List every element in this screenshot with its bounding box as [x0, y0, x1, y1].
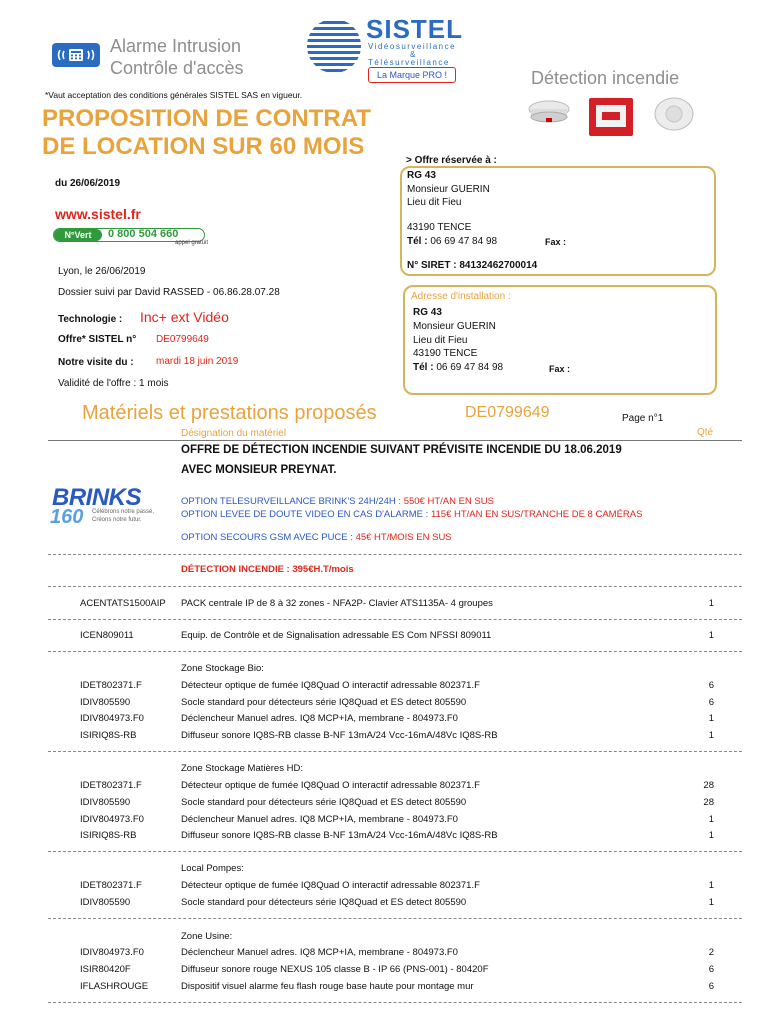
offer-value: DE0799649: [156, 334, 209, 345]
divider: [48, 851, 742, 852]
zone-heading: [0, 661, 770, 677]
offer-date: du 26/06/2019: [55, 178, 121, 189]
item-ref: IDET802371.F: [80, 680, 142, 691]
item-desc: Détecteur optique de fumée IQ8Quad O interactif adressable 802371.F: [181, 680, 480, 691]
item-ref: IDIV805590: [80, 797, 131, 808]
technology-value: Inc+ ext Vidéo: [140, 309, 229, 325]
item-qty: 2: [708, 947, 714, 958]
option-2-label: OPTION LEVEE DE DOUTE VIDEO EN CAS D'ALARME :: [181, 509, 431, 520]
item-ref: IDIV805590: [80, 697, 131, 708]
install-box: [403, 285, 717, 395]
offer-line1: OFFRE DE DÉTECTION INCENDIE SUIVANT PRÉVISITE INCENDIE DU 18.06.2019: [181, 444, 622, 456]
smoke-detector-icon: [526, 96, 572, 126]
reserved-name: Monsieur GUERIN: [407, 184, 490, 195]
item-qty: 1: [708, 814, 714, 825]
divider: [48, 1002, 742, 1003]
item-ref: ISIRIQ8S-RB: [80, 730, 137, 741]
divider: [48, 619, 742, 620]
install-tel-value: 06 69 47 84 98: [436, 362, 504, 373]
table-row: [0, 945, 770, 961]
install-code: RG 43: [413, 307, 442, 318]
zone-heading: [0, 761, 770, 777]
item-desc: Détecteur optique de fumée IQ8Quad O interactif adressable 802371.F: [181, 780, 480, 791]
brand-tagline: [368, 67, 456, 83]
table-row: [0, 778, 770, 794]
item-desc: Socle standard pour détecteurs série IQ8Quad et ES detect 805590: [181, 897, 467, 908]
install-fax-label: Fax :: [549, 364, 571, 374]
reserved-fax-label: Fax :: [545, 237, 567, 247]
col-qty: Qté: [697, 427, 714, 438]
item-ref: ISIR80420F: [80, 964, 131, 975]
option-3-label: OPTION SECOURS GSM AVEC PUCE :: [181, 532, 356, 543]
brinks-160: 160: [50, 506, 84, 528]
table-row: [0, 979, 770, 995]
brand-sub1: Vidéosurveillance: [368, 42, 457, 51]
brand-name: SISTEL: [366, 14, 464, 44]
install-name: Monsieur GUERIN: [413, 321, 496, 332]
item-desc: Déclencheur Manuel adres. IQ8 MCP+IA, membrane - 804973.F0: [181, 713, 458, 724]
zone-label: Zone Stockage Bio:: [181, 663, 264, 674]
brand-tag-text: La Marque PRO !: [376, 70, 448, 80]
divider: [48, 586, 742, 587]
zone-heading: [0, 929, 770, 945]
page-number: Page n°1: [622, 413, 664, 424]
section-title: Matériels et prestations proposés: [82, 402, 377, 424]
zone-label: Zone Usine:: [181, 931, 233, 942]
reserved-code: RG 43: [407, 170, 436, 181]
item-desc: Déclencheur Manuel adres. IQ8 MCP+IA, membrane - 804973.F0: [181, 814, 458, 825]
install-place: Lieu dit Fieu: [413, 335, 468, 346]
phone-number: 0 800 504 660: [108, 228, 179, 240]
detection-price: DÉTECTION INCENDIE : 395€H.T/mois: [181, 564, 354, 575]
col-designation: Désignation du matériel: [181, 428, 287, 439]
visit-label: Notre visite du :: [58, 357, 134, 368]
table-row: [0, 812, 770, 828]
brand-sub2: Télésurveillance: [368, 58, 450, 67]
reserved-place: Lieu dit Fieu: [407, 197, 462, 208]
place-date: Lyon, le 26/06/2019: [58, 266, 146, 277]
option-1: [181, 496, 494, 507]
option-2-price: 115€ HT/AN EN SUS/TRANCHE DE 8 CAMÉRAS: [430, 509, 643, 520]
conditions-note: *Vaut acceptation des conditions générales SISTEL SAS en vigueur.: [45, 90, 303, 100]
item-ref: IDIV804973.F0: [80, 947, 144, 958]
item-desc: Socle standard pour détecteurs série IQ8Quad et ES detect 805590: [181, 797, 467, 808]
zone-label: Local Pompes:: [181, 863, 244, 874]
siren-icon: [652, 96, 696, 132]
brinks-tagline2: Créons notre futur.: [92, 517, 142, 523]
item-desc: Détecteur optique de fumée IQ8Quad O interactif adressable 802371.F: [181, 880, 480, 891]
brand-amp: &: [410, 50, 416, 59]
header-divider: [48, 440, 742, 441]
zone-label: Zone Stockage Matières HD:: [181, 763, 303, 774]
item-qty: 1: [708, 880, 714, 891]
technology-label: Technologie :: [58, 314, 123, 325]
item-desc: Socle standard pour détecteurs série IQ8Quad et ES detect 805590: [181, 697, 467, 708]
detection-title: Détection incendie: [531, 68, 680, 88]
item-qty: 6: [708, 964, 714, 975]
divider: [48, 651, 742, 652]
alarm-logo-icon: [52, 43, 100, 67]
item-qty: 1: [708, 830, 714, 841]
table-row: [0, 895, 770, 911]
contract-title-line2: DE LOCATION SUR 60 MOIS: [42, 133, 365, 160]
keypad-icon: [52, 43, 100, 67]
item-qty: 1: [708, 598, 714, 609]
option-3: [181, 532, 452, 543]
reserved-tel-label: Tél :: [407, 236, 428, 247]
offer-line2: AVEC MONSIEUR PREYNAT.: [181, 464, 337, 476]
contract-title-line1: PROPOSITION DE CONTRAT: [42, 105, 371, 132]
item-desc: Diffuseur sonore rouge NEXUS 105 classe B - IP 66 (PNS-001) - 80420F: [181, 964, 489, 975]
brinks-tagline1: Célébrons notre passé,: [92, 509, 155, 515]
reserved-city: 43190 TENCE: [407, 222, 472, 233]
item-ref: IDIV805590: [80, 897, 131, 908]
call-point-icon: [586, 96, 636, 138]
reserved-box: [400, 166, 716, 276]
item-qty: 1: [708, 713, 714, 724]
table-row: [0, 795, 770, 811]
zone-heading: [0, 861, 770, 877]
item-qty: 28: [703, 780, 714, 791]
option-1-price: 550€ HT/AN EN SUS: [403, 496, 494, 507]
phone-badge-label: N°Vert: [54, 229, 102, 241]
visit-value: mardi 18 juin 2019: [156, 356, 239, 367]
item-desc: Déclencheur Manuel adres. IQ8 MCP+IA, membrane - 804973.F0: [181, 947, 458, 958]
item-desc: Equip. de Contrôle et de Signalisation adressable ES Com NFSSI 809011: [181, 630, 492, 641]
table-row: [0, 828, 770, 844]
table-row: [0, 711, 770, 727]
reserved-siret-label: N° SIRET :: [407, 260, 457, 271]
divider: [48, 554, 742, 555]
item-ref: ISIRIQ8S-RB: [80, 830, 137, 841]
reserved-tel-value: 06 69 47 84 98: [430, 236, 498, 247]
table-row: [0, 628, 770, 644]
item-ref: IFLASHROUGE: [80, 981, 149, 992]
sistel-globe-icon: [305, 17, 363, 75]
item-ref: IDIV804973.F0: [80, 814, 144, 825]
table-row: [0, 596, 770, 612]
divider: [48, 918, 742, 919]
item-desc: Dispositif visuel alarme feu flash rouge base haute pour montage mur: [181, 981, 474, 992]
item-desc: Diffuseur sonore IQ8S-RB classe B-NF 13mA/24 Vcc-16mA/48Vc IQ8S-RB: [181, 730, 498, 741]
item-qty: 1: [708, 897, 714, 908]
offer-label: Offre* SISTEL n°: [58, 334, 137, 345]
option-2: [181, 509, 642, 520]
reserved-heading: > Offre réservée à :: [406, 155, 497, 166]
divider: [48, 751, 742, 752]
item-qty: 1: [708, 630, 714, 641]
table-row: [0, 695, 770, 711]
section-ref: DE0799649: [465, 404, 550, 421]
item-qty: 6: [708, 981, 714, 992]
install-heading: Adresse d'installation :: [411, 291, 511, 302]
reserved-siret-value: 84132462700014: [459, 260, 538, 271]
item-desc: PACK centrale IP de 8 à 32 zones - NFA2P- Clavier ATS1135A- 4 groupes: [181, 598, 493, 609]
brinks-logo: BRINKS: [52, 484, 142, 511]
item-qty: 6: [708, 697, 714, 708]
phone-note: appel gratuit: [175, 240, 209, 246]
item-qty: 6: [708, 680, 714, 691]
item-ref: IDET802371.F: [80, 780, 142, 791]
option-3-price: 45€ HT/MOIS EN SUS: [355, 532, 452, 543]
table-row: [0, 678, 770, 694]
install-city: 43190 TENCE: [413, 348, 478, 359]
access-title: Contrôle d'accès: [110, 58, 244, 78]
option-1-label: OPTION TELESURVEILLANCE BRINK'S 24H/24H :: [181, 496, 404, 507]
item-desc: Diffuseur sonore IQ8S-RB classe B-NF 13mA/24 Vcc-16mA/48Vc IQ8S-RB: [181, 830, 498, 841]
item-qty: 28: [703, 797, 714, 808]
install-tel-label: Tél :: [413, 362, 434, 373]
item-ref: IDET802371.F: [80, 880, 142, 891]
website-link[interactable]: www.sistel.fr: [55, 206, 141, 222]
table-row: [0, 962, 770, 978]
table-row: [0, 878, 770, 894]
table-row: [0, 728, 770, 744]
validity: Validité de l'offre : 1 mois: [58, 378, 169, 389]
item-qty: 1: [708, 730, 714, 741]
item-ref: IDIV804973.F0: [80, 713, 144, 724]
alarm-title: Alarme Intrusion: [110, 36, 242, 56]
followed-by: Dossier suivi par David RASSED - 06.86.28.07.28: [58, 287, 280, 298]
item-ref: ACENTATS1500AIP: [80, 598, 166, 609]
item-ref: ICEN809011: [80, 630, 134, 641]
